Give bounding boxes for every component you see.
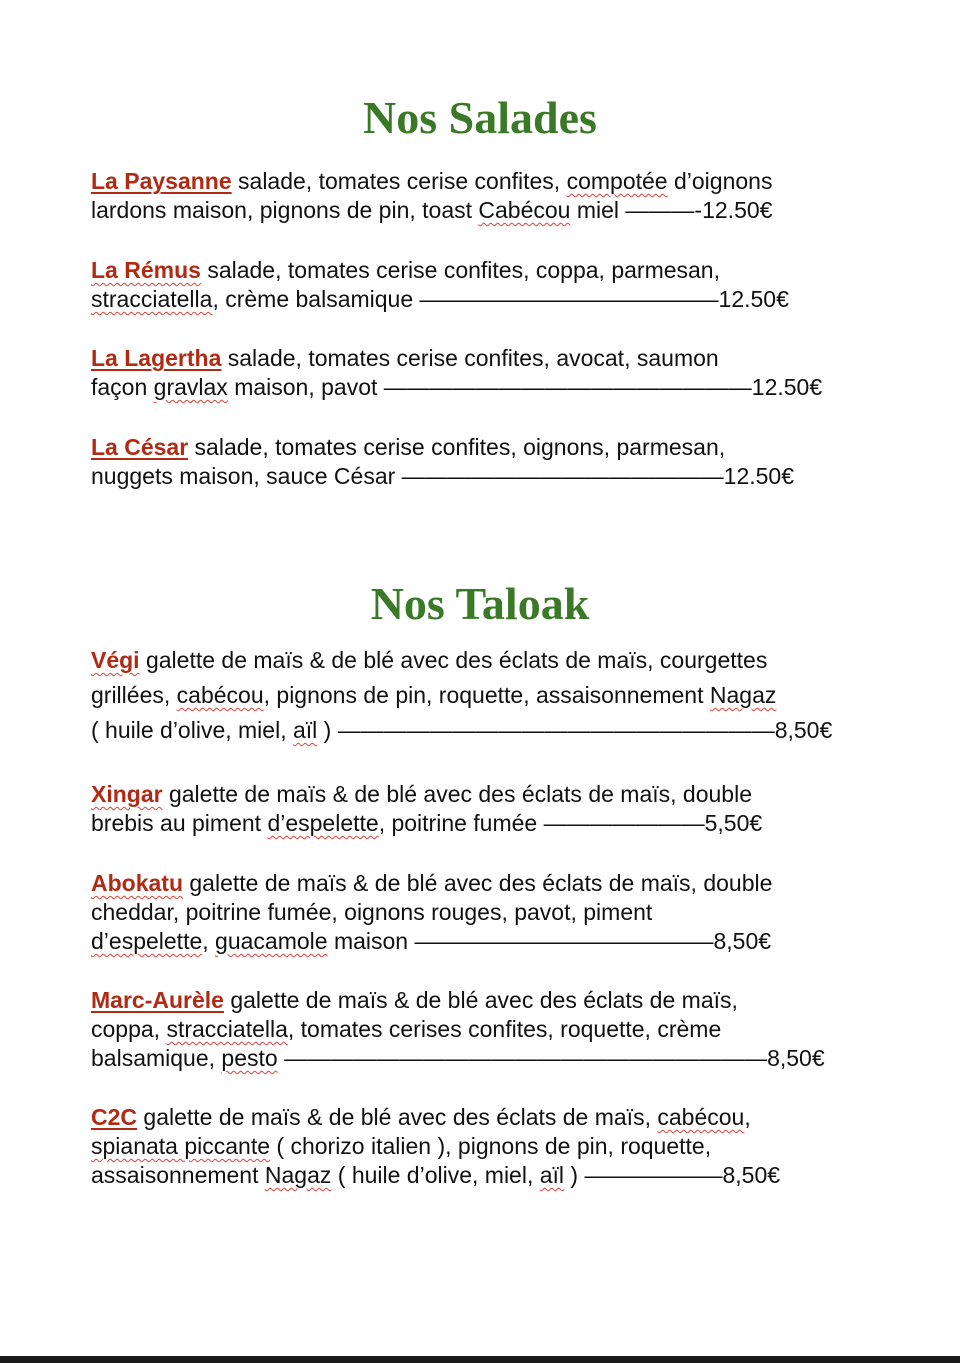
menu-item-la-cesar (91, 433, 881, 491)
item-text: ( chorizo italien ), pignons de pin, roquette, (270, 1133, 712, 1159)
item-line (91, 1015, 881, 1044)
item-price-line: —————————————————————8,50€ (277, 1045, 825, 1071)
item-text-spellcheck: gravlax (153, 374, 228, 400)
item-text: grillées, (91, 682, 177, 708)
menu-item-xingar (91, 780, 881, 838)
item-price-line: , poitrine fumée ———————5,50€ (378, 810, 763, 836)
item-text: , (744, 1104, 751, 1130)
item-text: façon (91, 374, 154, 400)
item-text: , pignons de pin, roquette, assaisonnement (263, 682, 710, 708)
menu-item-vegi (91, 643, 881, 748)
item-price-line: nuggets maison, sauce César ——————————————12.50€ (91, 463, 795, 489)
bottom-edge-bar (0, 1356, 960, 1363)
menu-item-la-paysanne (91, 167, 881, 225)
item-price-line: miel ———-12.50€ (570, 197, 773, 223)
menu-item-la-lagertha (91, 344, 881, 402)
salades-title: Nos Salades (363, 92, 597, 143)
item-text-spellcheck: spianata piccante (91, 1133, 271, 1159)
item-text: salade, tomates cerise confites, oignons, parmesan, (188, 434, 726, 460)
item-text: balsamique, (91, 1045, 222, 1071)
item-text: d’oignons (667, 168, 773, 194)
item-name: Xingar (91, 781, 163, 807)
item-text-spellcheck: pesto (221, 1045, 278, 1071)
item-line (91, 373, 881, 402)
menu-item-abokatu (91, 869, 881, 956)
item-line (91, 462, 881, 491)
item-text-spellcheck: d’espelette (267, 810, 379, 836)
item-text: coppa, (91, 1016, 167, 1042)
item-text: lardons maison, pignons de pin, toast (91, 197, 479, 223)
item-name: La César (91, 434, 189, 460)
item-line (91, 196, 881, 225)
item-line (91, 809, 881, 838)
item-text-spellcheck: d’espelette (91, 928, 203, 954)
item-text: , (202, 928, 216, 954)
item-text: assaisonnement (91, 1162, 265, 1188)
item-line (91, 1044, 881, 1073)
item-name: C2C (91, 1104, 138, 1130)
item-price-line: ) ——————8,50€ (564, 1162, 781, 1188)
item-line (91, 927, 881, 956)
item-text: salade, tomates cerise confites, avocat, saumon (221, 345, 719, 371)
item-text-spellcheck: stracciatella (166, 1016, 288, 1042)
item-text: cheddar, poitrine fumée, oignons rouges, pavot, piment (91, 899, 653, 925)
item-text-spellcheck: guacamole (215, 928, 328, 954)
item-text-spellcheck: aïl (292, 717, 318, 743)
menu-item-la-remus (91, 256, 881, 314)
item-text: galette de maïs & de blé avec des éclats de maïs, double (183, 870, 773, 896)
item-price-line: , crème balsamique —————————————12.50€ (212, 286, 789, 312)
item-line (91, 167, 881, 196)
item-name: La Paysanne (91, 168, 232, 194)
item-text-spellcheck: compotée (566, 168, 668, 194)
item-price-line: maison —————————————8,50€ (327, 928, 772, 954)
item-text-spellcheck: Nagaz (709, 682, 777, 708)
item-text: galette de maïs & de blé avec des éclats de maïs, (223, 987, 738, 1013)
item-line (91, 643, 881, 678)
item-line (91, 256, 881, 285)
item-line (91, 1161, 881, 1190)
menu-item-marc-aurele (91, 986, 881, 1073)
item-price-line: ) ———————————————————8,50€ (317, 717, 833, 743)
item-line (91, 678, 881, 713)
item-text: galette de maïs & de blé avec des éclats de maïs, (137, 1104, 658, 1130)
item-text-spellcheck: Cabécou (478, 197, 571, 223)
item-line (91, 986, 881, 1015)
item-text: brebis au piment (91, 810, 268, 836)
item-line (91, 285, 881, 314)
item-text: galette de maïs & de blé avec des éclats de maïs, courgettes (139, 647, 768, 673)
item-line (91, 1132, 881, 1161)
item-price-line: maison, pavot ————————————————12.50€ (227, 374, 823, 400)
item-text: salade, tomates cerise confites, coppa, parmesan, (200, 257, 720, 283)
item-text-spellcheck: Nagaz (264, 1162, 332, 1188)
item-text: , tomates cerises confites, roquette, crème (287, 1016, 722, 1042)
item-name: La Rémus (91, 257, 201, 283)
item-text: galette de maïs & de blé avec des éclats de maïs, double (162, 781, 752, 807)
item-line (91, 433, 881, 462)
menu-item-c2c (91, 1103, 881, 1190)
item-name: La Lagertha (91, 345, 222, 371)
item-line (91, 869, 881, 898)
item-text-spellcheck: stracciatella (91, 286, 213, 312)
item-name: Végi (91, 647, 140, 673)
item-name: Marc-Aurèle (91, 987, 224, 1013)
item-line (91, 1103, 881, 1132)
item-line (91, 780, 881, 809)
item-name: Abokatu (91, 870, 183, 896)
item-text-spellcheck: cabécou (176, 682, 264, 708)
item-line (91, 713, 881, 748)
item-text: ( huile d’olive, miel, (331, 1162, 540, 1188)
item-text-spellcheck: cabécou (657, 1104, 745, 1130)
item-text: salade, tomates cerise confites, (231, 168, 567, 194)
item-text: ( huile d’olive, miel, (91, 717, 293, 743)
item-text-spellcheck: aïl (539, 1162, 565, 1188)
taloak-title: Nos Taloak (370, 578, 590, 629)
item-line (91, 898, 881, 927)
item-line (91, 344, 881, 373)
